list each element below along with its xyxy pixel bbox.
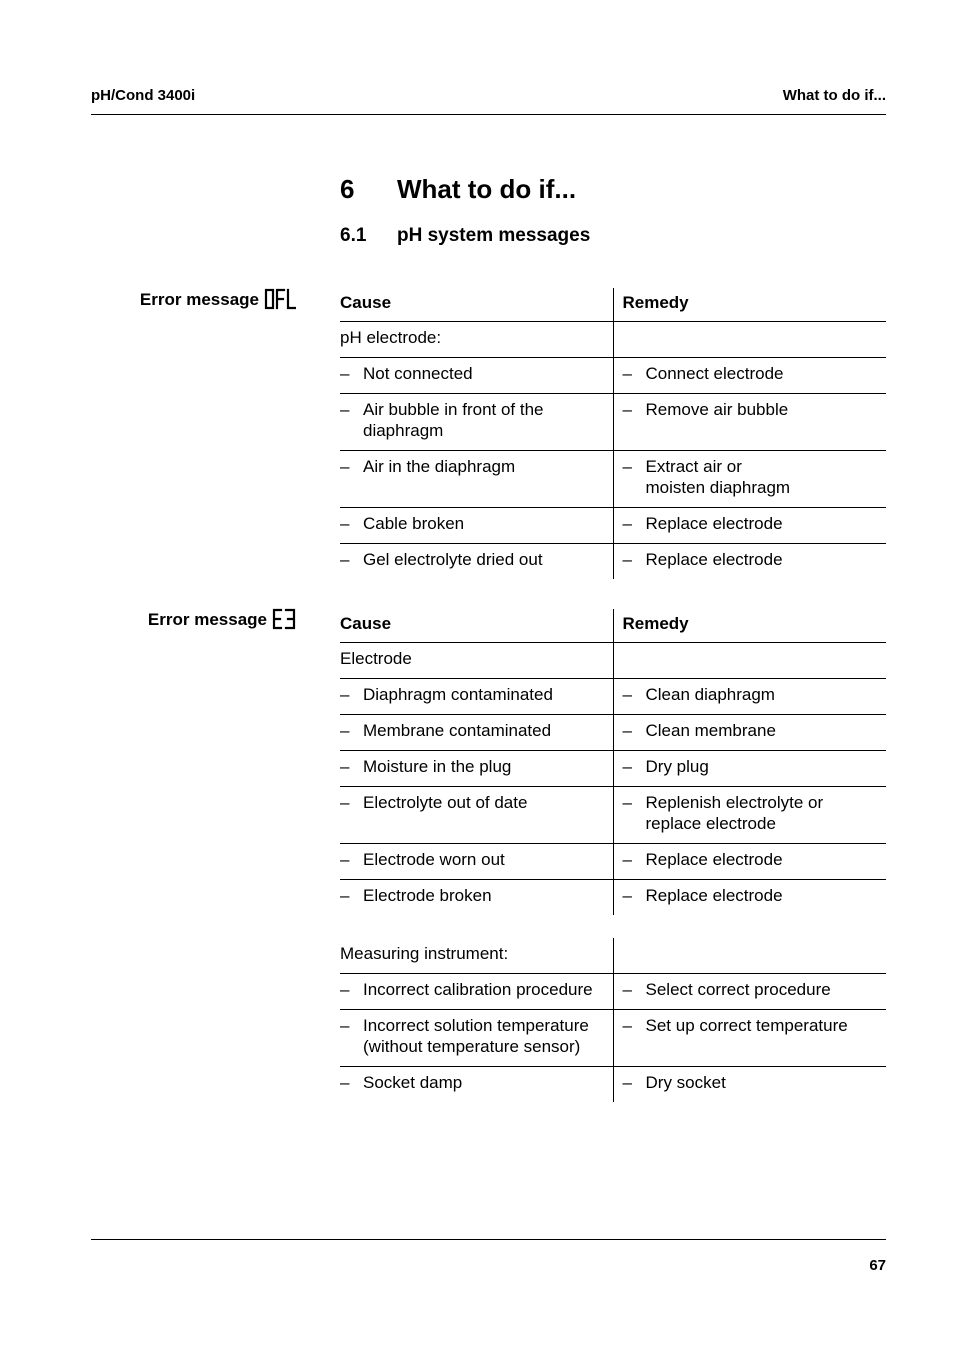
table-row: – Membrane contaminated – Clean membrane — [340, 715, 886, 751]
table-row — [340, 322, 886, 358]
table-row: – Air in the diaphragm – Extract air or moisten diaphragm — [340, 451, 886, 508]
remedy-text: Replenish electrolyte or replace electrode — [645, 793, 824, 833]
remedy-text: Replace electrode — [645, 850, 783, 869]
remedy-text: Dry socket — [645, 1073, 726, 1092]
column-header-cause: Cause — [340, 288, 613, 322]
group-label: pH electrode: — [340, 328, 442, 347]
cause-text: Incorrect calibration procedure — [363, 980, 593, 999]
cause-text: Air bubble in front of the diaphragm — [363, 400, 544, 440]
running-header-product: pH/Cond 3400i — [91, 87, 196, 104]
table-row: – Electrode worn out – Replace electrode — [340, 844, 886, 880]
column-header-remedy: Remedy — [613, 288, 886, 322]
remedy-text: Replace electrode — [645, 514, 783, 533]
table-row: – Incorrect calibration procedure – Select correct procedure — [340, 974, 886, 1010]
remedy-text: Dry plug — [645, 757, 709, 776]
cause-text: Gel electrolyte dried out — [363, 550, 543, 569]
section-title: pH system messages — [397, 225, 591, 246]
cause-text: Not connected — [363, 364, 473, 383]
table-row: – Moisture in the plug – Dry plug — [340, 751, 886, 787]
header-rule — [91, 114, 886, 115]
cause-text: Socket damp — [363, 1073, 463, 1092]
group-label: Electrode — [340, 649, 412, 668]
cause-text: Diaphragm contaminated — [363, 685, 553, 704]
table-row: – Not connected – Connect electrode — [340, 358, 886, 394]
remedy-text: Extract air or moisten diaphragm — [645, 457, 791, 497]
error-message-ofl-label — [140, 288, 296, 310]
table-row: – Electrode broken – Replace electrode — [340, 880, 886, 916]
remedy-text: Select correct procedure — [645, 980, 831, 999]
chapter-title: What to do if... — [397, 174, 577, 204]
section-number: 6.1 — [340, 225, 367, 246]
page-number: 67 — [869, 1257, 886, 1274]
table-row: – Air bubble in front of the diaphragm – Remove air bubble — [340, 394, 886, 451]
remedy-text: Connect electrode — [645, 364, 784, 383]
cause-text: Electrolyte out of date — [363, 793, 528, 812]
error-label-text: Error message — [139, 290, 259, 309]
remedy-text: Replace electrode — [645, 550, 783, 569]
cause-text: Cable broken — [363, 514, 465, 533]
table-row: – Diaphragm contaminated – Clean diaphragm — [340, 679, 886, 715]
footer-rule — [91, 1239, 886, 1240]
cause-text: Incorrect solution temperature (without temperature sensor) — [363, 1016, 589, 1056]
cause-text: Membrane contaminated — [363, 721, 552, 740]
running-header-chapter: What to do if... — [782, 87, 886, 104]
column-header-cause: Cause — [340, 609, 613, 643]
lcd-e3-icon — [272, 608, 296, 630]
column-header-remedy: Remedy — [613, 609, 886, 643]
table-row — [340, 938, 886, 974]
table-row: – Electrolyte out of date – Replenish electrolyte or replace electrode — [340, 787, 886, 844]
cause-text: Moisture in the plug — [363, 757, 512, 776]
remedy-text: Clean membrane — [645, 721, 776, 740]
remedy-text: Set up correct temperature — [645, 1016, 848, 1035]
remedy-text: Remove air bubble — [645, 400, 789, 419]
table-row: – Socket damp – Dry socket — [340, 1067, 886, 1103]
cause-text: Electrode broken — [363, 886, 492, 905]
lcd-ofl-icon — [264, 288, 296, 310]
table-row: – Gel electrolyte dried out – Replace electrode — [340, 544, 886, 580]
error-label-text: Error message — [147, 610, 267, 629]
e3-cause-remedy-table — [340, 609, 886, 915]
group-label: Measuring instrument: — [340, 944, 509, 963]
cause-text: Air in the diaphragm — [363, 457, 516, 476]
cause-text: Electrode worn out — [363, 850, 505, 869]
remedy-text: Replace electrode — [645, 886, 783, 905]
table-row — [340, 643, 886, 679]
remedy-text: Clean diaphragm — [645, 685, 775, 704]
error-message-e3-label — [148, 608, 296, 630]
table-row: – Incorrect solution temperature (without temperature sensor) – Set up correct temperature — [340, 1010, 886, 1067]
ofl-cause-remedy-table — [340, 288, 886, 579]
table-row: – Cable broken – Replace electrode — [340, 508, 886, 544]
instrument-cause-remedy-table — [340, 938, 886, 1102]
chapter-number: 6 — [340, 174, 355, 204]
